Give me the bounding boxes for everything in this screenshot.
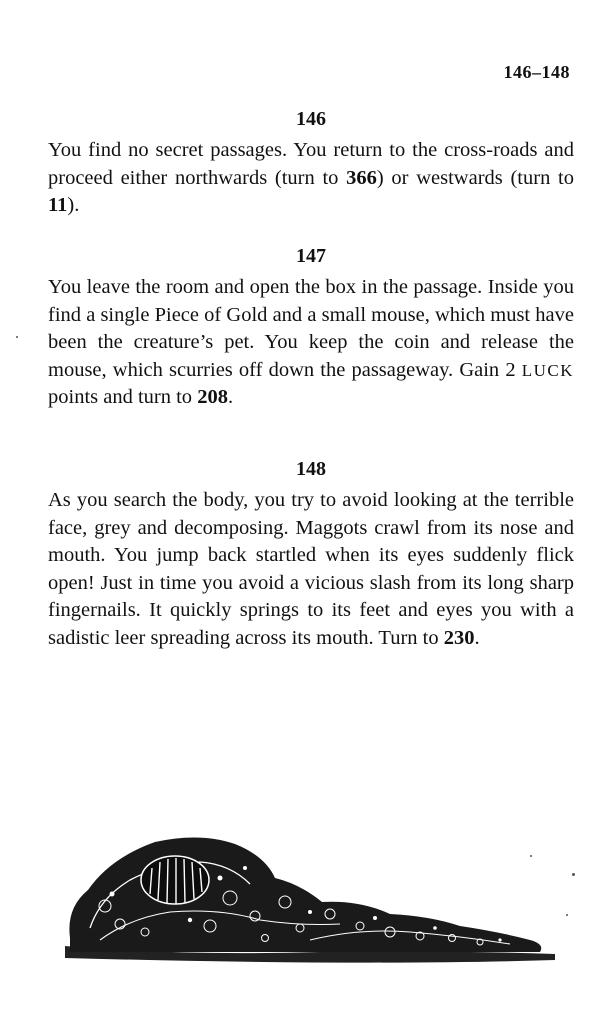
rubble-heap-illustration [60, 828, 560, 968]
text-segment: . [474, 626, 480, 649]
section-reference[interactable]: 208 [197, 386, 228, 408]
section-reference[interactable]: 230 [443, 626, 475, 649]
section-number: 146 [296, 108, 326, 130]
text-segment: You leave the room and open the box in the passage. Inside you find a single Piece of Gold and a small mouse, which must have been the creature’s pet. You keep the coin and release the mouse, which scurries off down the passageway. Gain 2 [48, 276, 574, 381]
section-number: 147 [296, 245, 326, 267]
scan-speck [566, 914, 568, 916]
text-segment: As you search the body, you try to avoid looking at the terrible face, grey and decomposing. Maggots crawl from its nose and mouth. You jump back startled when its eyes suddenly flick open! Just in time you avoid a vicious slash from its long sharp fingernails. It quickly springs to its feet and eyes you with a sadistic leer spreading across its mouth. Turn to [48, 489, 574, 649]
text-segment: You find no secret passages. You return to the cross-roads and proceed either northwards (turn to [48, 139, 574, 189]
rubble-heap-icon [60, 828, 560, 968]
section-text [48, 274, 574, 412]
text-segment: points and turn to [48, 386, 198, 408]
section-reference[interactable]: 11 [48, 194, 68, 216]
section-number: 148 [296, 458, 326, 480]
scan-speck [530, 855, 532, 857]
section-147 [48, 244, 574, 412]
text-segment: ). [67, 194, 80, 216]
section-reference[interactable]: 366 [346, 166, 377, 189]
section-text [48, 137, 574, 220]
luck-stat: LUCK [521, 360, 574, 380]
text-segment: ) or westwards (turn to [376, 166, 574, 189]
section-text [48, 487, 574, 652]
text-segment: . [227, 386, 234, 408]
section-146 [48, 107, 574, 220]
scan-speck [16, 336, 18, 338]
section-148 [48, 457, 574, 652]
scan-speck [572, 873, 575, 876]
page-range-header: 146–148 [503, 62, 570, 82]
